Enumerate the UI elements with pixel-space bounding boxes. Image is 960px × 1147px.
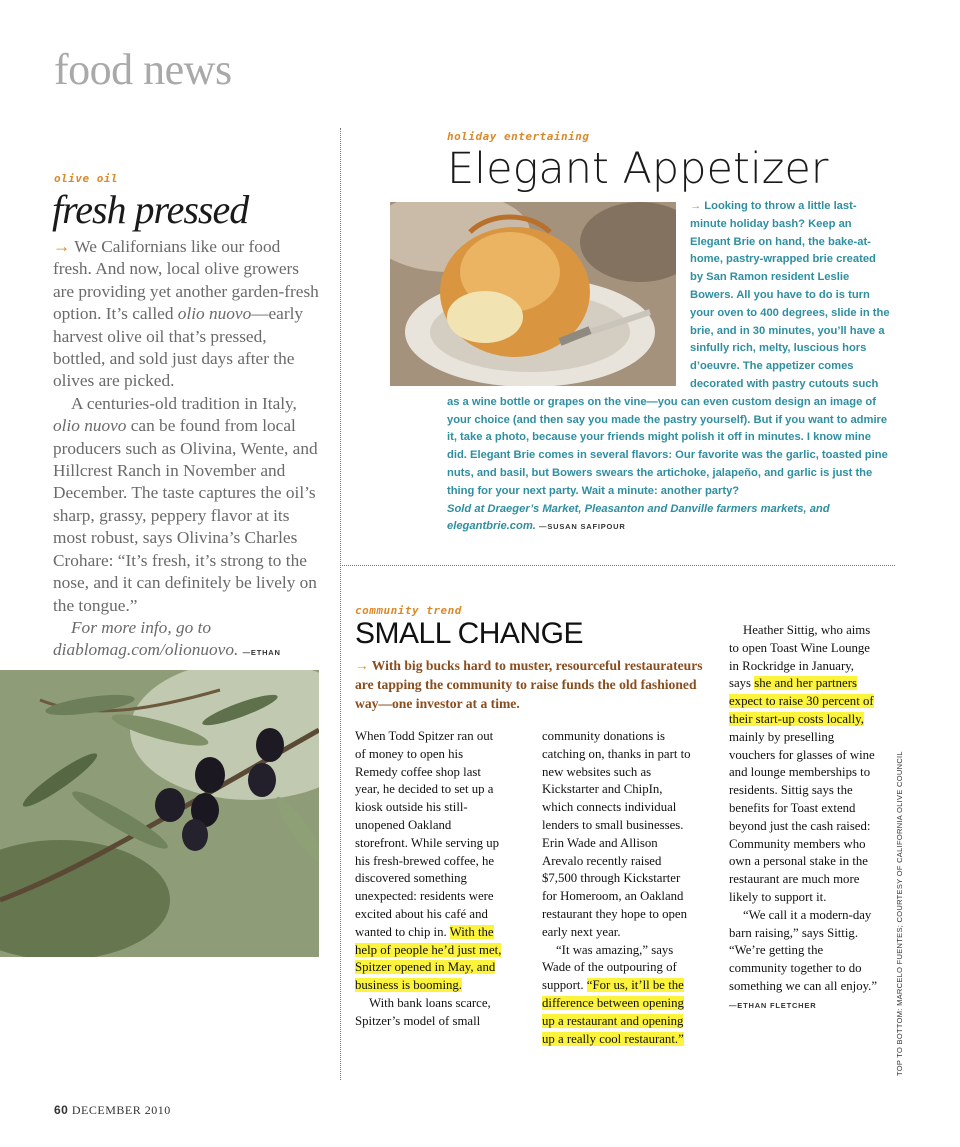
olive-p2-em: olio nuovo <box>53 416 127 436</box>
appetizer-title: Elegant Appetizer <box>447 144 829 194</box>
col1-p2: With bank loans scarce, Spitzer’s model of small <box>355 995 491 1028</box>
issue-date: DECEMBER 2010 <box>71 1103 171 1117</box>
olive-p2-text: A centuries-old tradition in Italy, <box>71 393 297 413</box>
small-change-title: SMALL CHANGE <box>355 617 583 650</box>
col3-text-b: mainly by preselling vouchers for glasses of wine and lounge memberships to residents. Sittig says the benefits for Toast extend beyond just the cash raised: Community members who own a personal stake in the restaurant are much more likely to support it. <box>729 729 875 904</box>
olive-kicker: olive oil <box>54 172 119 185</box>
olive-p2-text-b: can be found from local producers such as Olivina, Wente, and Hillcrest Ranch in November and December. The taste captures the oil’s sharp, grassy, peppery flavor at its most robust, says Olivina’s Charles Crohare: “It’s fresh, it’s strong to the nose, and it can definitely be lively on the tongue.” <box>53 416 318 615</box>
appetizer-text: Looking to throw a little last-minute holiday bash? Keep an Elegant Brie on hand, the bake-at-home, pastry-wrapped brie created by San Ramon resident Leslie Bowers. All you have to do is turn your oven to 400 degrees, slide in the brie, and in 30 minutes, you’ll have a sinfully rich, melty, luscious hors d’oeuvre. The appetizer comes decorated with pastry cutouts such as a wine bottle or grapes on the vine—you can even custom design an image of your choice (and then say you made the pastry yourself). But if you want to admire it, take a photo, because your friends might polish it off in minutes. I know mine did. Elegant Brie comes in several flavors: Our favorite was the garlic, toasted pine nuts, and basil, but Bowers swears the artichoke, jalapeño, and garlic is just the thing for your next party. Wait a minute: another party? <box>447 200 890 497</box>
article-column-3 <box>729 622 879 1015</box>
olive-article-body <box>53 236 321 690</box>
olive-byline: —ETHAN <box>242 648 281 658</box>
col3-p2: “We call it a modern-day barn raising,” says Sittig. “We’re getting the community together to do something we can all enjoy.” <box>729 907 878 993</box>
folio <box>54 1103 171 1118</box>
col3-highlight: she and her partners expect to raise 30 percent of their start-up costs locally, <box>729 676 874 726</box>
olive-p1-em: olio nuovo <box>177 304 252 324</box>
small-change-kicker: community trend <box>355 604 462 617</box>
col1-highlight: With the help of people he’d just met, Spitzer opened in May, and business is booming. <box>355 924 502 993</box>
col1-text: When Todd Spitzer ran out of money to open his Remedy coffee shop last year, he decided to set up a kiosk outside his still-unopened Oakland storefront. While serving up his fresh-brewed coffee, he discovered something unexpected: residents were excited about his café and wanted to chip in. <box>355 729 500 939</box>
col2-text: “It was amazing,” says Wade of the outpouring of support. <box>542 942 677 993</box>
dek-text: With big bucks hard to muster, resourceful restaurateurs are tapping the community to raise funds the old fashioned way—one investor at a time. <box>355 658 703 711</box>
article-column-1 <box>355 728 505 1031</box>
col3-text: Heather Sittig, who aims to open Toast Wine Lounge in Rockridge in January, says <box>729 623 871 691</box>
olive-branch-photo <box>0 670 319 957</box>
olive-p1-text-b: —early harvest olive oil that’s pressed, bottled, and sold just days after the olives are picked. <box>53 304 304 391</box>
appetizer-sold-at: Sold at Draeger’s Market, Pleasanton and Danville farmers markets, and elegantbrie.com. <box>447 502 830 533</box>
appetizer-kicker: holiday entertaining <box>447 130 590 143</box>
arrow-icon: → <box>53 237 71 256</box>
section-title: food news <box>54 45 232 94</box>
olive-p1-text: We Californians like our food fresh. And now, local olive growers are providing yet another garden-fresh option. It’s called <box>53 237 319 324</box>
olive-title: fresh pressed <box>52 187 249 232</box>
photo-credit: TOP TO BOTTOM: MARCELO FUENTES; COURTESY OF CALIFORNIA OLIVE COUNCIL <box>895 751 904 1076</box>
column-divider <box>340 128 341 1080</box>
appetizer-article-body <box>447 198 892 536</box>
olive-more-info: For more info, go to diablomag.com/olionuovo. <box>53 617 239 660</box>
page-number: 60 <box>54 1103 69 1117</box>
arrow-icon: → <box>355 658 369 673</box>
photo-wrap-space <box>447 198 690 390</box>
section-divider <box>342 565 895 566</box>
col2-p1: community donations is catching on, thanks in part to new websites such as Kickstarter and ChipIn, which connects individual lenders to small businesses. Erin Wade and Allison Arevalo recently raised $7,500 through Kickstarter for Homeroom, an Oakland restaurant they hope to open early next year. <box>542 729 691 939</box>
article-column-2 <box>542 728 692 1048</box>
arrow-icon: → <box>690 200 702 212</box>
small-change-byline: —ETHAN FLETCHER <box>729 1000 817 1010</box>
small-change-dek <box>355 656 705 713</box>
appetizer-byline: —SUSAN SAFIPOUR <box>539 522 626 532</box>
col2-highlight: “For us, it’ll be the difference between opening up a restaurant and opening up a really cool restaurant.” <box>542 978 684 1046</box>
